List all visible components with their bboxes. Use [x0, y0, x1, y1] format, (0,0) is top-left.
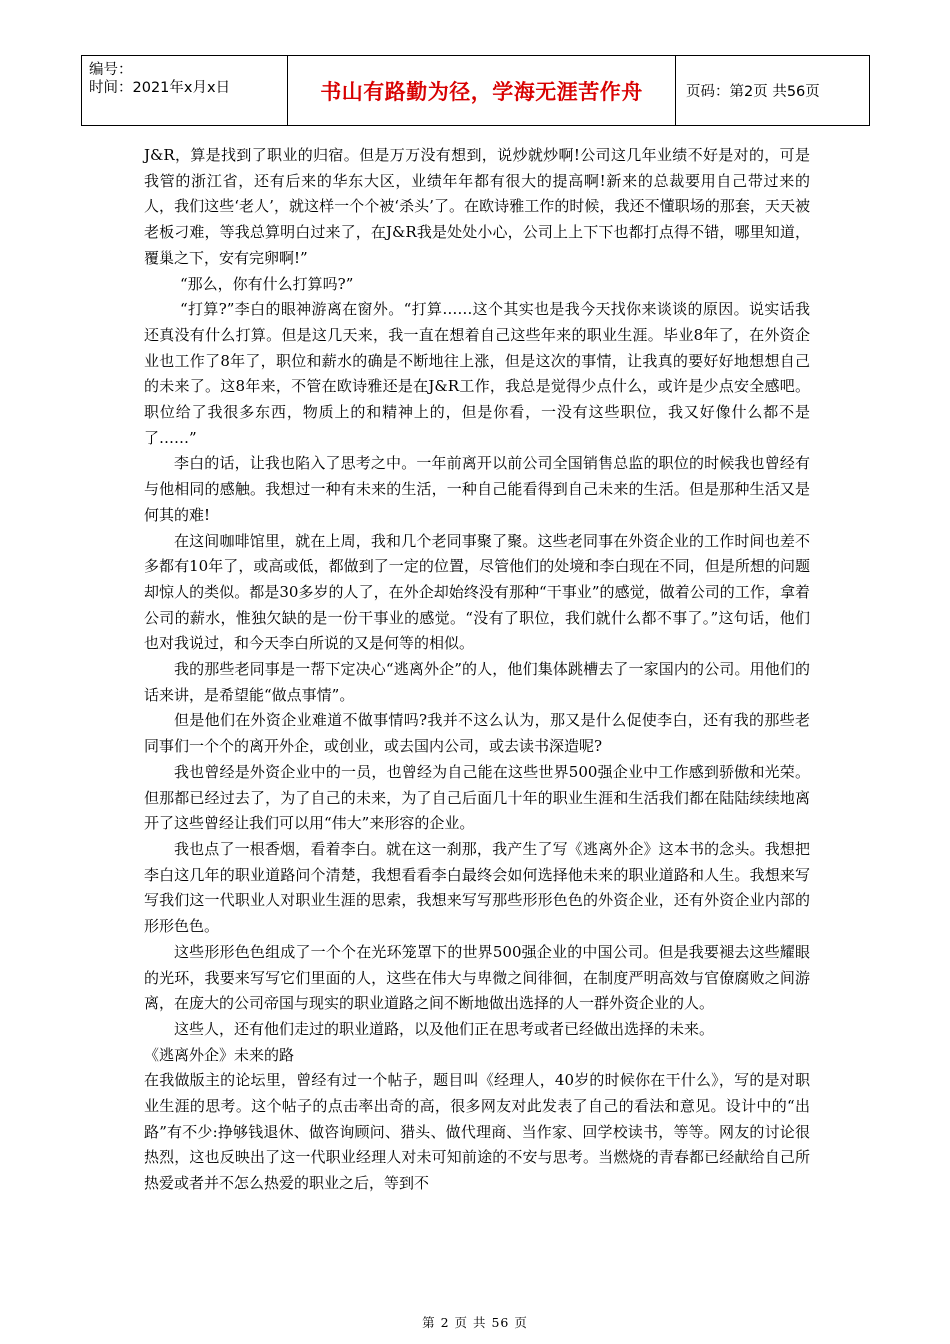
paragraph: 但是他们在外资企业难道不做事情吗?我并不这么认为，那又是什么促使李白，还有我的那些老同事们一个个的离开外企，或创业，或去国内公司，或去读书深造呢? — [144, 711, 810, 756]
paragraph: “打算?”李白的眼神游离在窗外。“打算……这个其实也是我今天找你来谈谈的原因。说实话我还真没有什么打算。但是这几天来，我一直在想着自己这些年来的职业生涯。毕业8年了，在外资企业也工作了8年了，职位和薪水的确是不断地往上涨，但是这次的事情，让我真的要好好地想想自己的未来了。这8年来，不管在欧诗雅还是在J&R工作，我总是觉得少点什么，或许是少点安全感吧。职位给了我很多东西，物质上的和精神上的，但是你看，一没有这些职位，我又好像什么都不是了……” — [144, 300, 810, 447]
paragraph: 李白的话，让我也陷入了思考之中。一年前离开以前公司全国销售总监的职位的时候我也曾经有与他相同的感触。我想过一种有未来的生活，一种自己能看得到自己未来的生活。但是那种生活又是何其的难! — [144, 454, 810, 524]
paragraph: 我也点了一根香烟，看着李白。就在这一刹那，我产生了写《逃离外企》这本书的念头。我想把李白这几年的职业道路问个清楚，我想看看李白最终会如何选择他未来的职业道路和人生。我想来写写我们这一代职业人对职业生涯的思索，我想来写写那些形形色色的外资企业，还有外资企业内部的形形色色。 — [144, 839, 810, 936]
page-footer: 第 2 页 共 56 页 — [422, 1315, 528, 1330]
paragraph: 在这间咖啡馆里，就在上周，我和几个老同事聚了聚。这些老同事在外资企业的工作时间也差不多都有10年了，或高或低，都做到了一定的位置，尽管他们的处境和李白现在不同，但是所想的问题却惊人的类似。都是30多岁的人了，在外企却始终没有那种“干事业”的感觉，做着公司的工作，拿着公司的薪水，惟独欠缺的是一份干事业的感觉。“没有了职位，我们就什么都不事了。”这句话，他们也对我说过，和今天李白所说的又是何等的相似。 — [144, 531, 810, 653]
paragraph: 在我做版主的论坛里，曾经有过一个帖子，题目叫《经理人，40岁的时候你在干什么》，写的是对职业生涯的思考。这个帖子的点击率出奇的高，很多网友对此发表了自己的看法和意见。设计中的“出路”有不少:挣够钱退休、做咨询顾问、猎头、做代理商、当作家、回学校读书，等等。网友的讨论很热烈，这也反映出了这一代职业经理人对未可知前途的不安与思考。当燃烧的青春都已经献给自己所热爱或者并不怎么热爱的职业之后，等到不 — [144, 1071, 810, 1193]
header-page-info: 页码：第2页 共56页 — [675, 56, 869, 125]
paragraph: 这些形形色色组成了一个个在光环笼罩下的世界500强企业的中国公司。但是我要褪去这些耀眼的光环，我要来写写它们里面的人，这些在伟大与卑微之间徘徊，在制度严明高效与官僚腐败之间游离，在庞大的公司帝国与现实的职业道路之间不断地做出选择的人一群外资企业的人。 — [144, 942, 810, 1013]
header-motto: 书山有路勤为径，学海无涯苦作舟 — [287, 56, 675, 125]
section-heading: 《逃离外企》未来的路 — [144, 1045, 295, 1064]
paragraph: “那么，你有什么打算吗?” — [180, 274, 354, 293]
paragraph: 这些人，还有他们走过的职业道路，以及他们正在思考或者已经做出选择的未来。 — [174, 1019, 715, 1038]
doc-date: 时间：2021年x月x日 — [89, 80, 231, 96]
page-header — [81, 55, 870, 126]
doc-code-label: 编号： — [89, 62, 133, 78]
paragraph: J&R，算是找到了职业的归宿。但是万万没有想到，说炒就炒啊!公司这几年业绩不好是对的，可是我管的浙江省，还有后来的华东大区，业绩年年都有很大的提高啊!新来的总裁要用自己带过来的人，我们这些‘老人’，就这样一个个被‘杀头’了。在欧诗雅工作的时候，我还不懂职场的那套，天天被老板刁难，等我总算明白过来了，在J&R我是处处小心，公司上上下下也都打点得不错，哪里知道，覆巢之下，安有完卵啊!” — [144, 146, 810, 267]
paragraph: 我的那些老同事是一帮下定决心“逃离外企”的人，他们集体跳槽去了一家国内的公司。用他们的话来讲，是希望能“做点事情”。 — [144, 660, 810, 704]
header-meta — [82, 56, 287, 125]
document-body — [144, 143, 810, 1197]
paragraph: 我也曾经是外资企业中的一员，也曾经为自己能在这些世界500强企业中工作感到骄傲和光荣。但那都已经过去了，为了自己的未来，为了自己后面几十年的职业生涯和生活我们都在陆陆续续地离开了这些曾经让我们可以用“伟大”来形容的企业。 — [144, 762, 810, 833]
